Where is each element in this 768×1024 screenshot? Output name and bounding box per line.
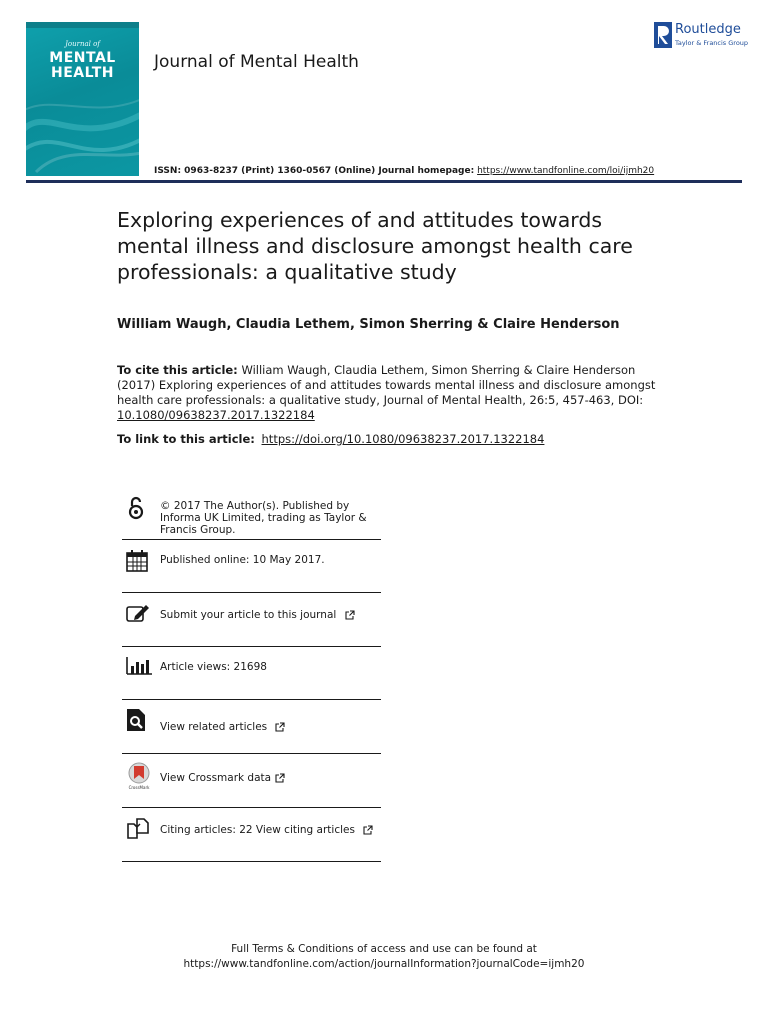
edit-pencil-icon <box>126 603 150 623</box>
views-row <box>122 647 381 700</box>
published-text: Published online: 10 May 2017. <box>160 554 325 566</box>
citation-block <box>117 363 657 423</box>
document-search-icon <box>126 708 146 732</box>
article-link-label: To link to this article: <box>117 432 255 446</box>
citing-documents-icon <box>126 818 150 840</box>
submit-row[interactable] <box>122 593 381 647</box>
routledge-r-icon <box>654 22 672 48</box>
publisher-name: Routledge <box>675 22 741 37</box>
open-access-row <box>122 492 381 540</box>
article-link-line <box>117 432 544 446</box>
calendar-icon <box>126 550 148 572</box>
article-authors: William Waugh, Claudia Lethem, Simon Sherring & Claire Henderson <box>117 317 620 332</box>
citation-label: To cite this article: <box>117 363 238 377</box>
citation-text: William Waugh, Claudia Lethem, Simon Sherring & Claire Henderson (2017) Exploring experiences of and attitudes towards mental illness and disclosure amongst health care professionals: a qualitative study, Journal of Mental Health, 26:5, 457-463, DOI: <box>117 363 656 407</box>
cover-title <box>26 51 139 81</box>
submit-row-text <box>160 609 355 621</box>
journal-title: Journal of Mental Health <box>154 52 359 72</box>
journal-cover <box>26 22 139 176</box>
issn-line <box>154 166 654 176</box>
journal-homepage-link[interactable]: https://www.tandfonline.com/loi/ijmh20 <box>477 166 655 176</box>
open-access-icon <box>128 496 144 520</box>
bar-chart-icon <box>126 657 152 675</box>
external-link-icon <box>275 773 285 783</box>
terms-footer-line1: Full Terms & Conditions of access and use can be found at <box>231 943 537 955</box>
cover-wave-art <box>26 92 139 176</box>
related-row[interactable] <box>122 700 381 754</box>
related-row-text <box>160 721 285 733</box>
crossmark-logo-text: CrossMark <box>128 785 150 790</box>
related-articles-link[interactable]: View related articles <box>160 721 268 733</box>
publisher-logo[interactable] <box>652 22 752 52</box>
external-link-icon <box>363 825 373 835</box>
submit-link[interactable]: Submit your article to this journal <box>160 609 337 621</box>
citing-row[interactable] <box>122 808 381 862</box>
crossmark-link[interactable]: View Crossmark data <box>160 772 272 784</box>
crossmark-row-text <box>160 772 285 784</box>
open-access-text: © 2017 The Author(s). Published by Informa UK Limited, trading as Taylor & Francis Group. <box>160 500 367 536</box>
citation-doi-link[interactable]: 10.1080/09638237.2017.1322184 <box>117 408 315 422</box>
cover-top-strip <box>26 22 139 28</box>
article-title: Exploring experiences of and attitudes towards mental illness and disclosure amongst health care professionals: a qualitative study <box>117 208 633 284</box>
external-link-icon <box>275 722 285 732</box>
citing-row-text <box>160 824 373 836</box>
crossmark-icon <box>126 762 152 790</box>
article-info-list <box>122 492 381 862</box>
citing-articles-link[interactable]: Citing articles: 22 View citing articles <box>160 824 355 836</box>
published-row <box>122 540 381 593</box>
header-rule <box>26 180 742 183</box>
views-text: Article views: 21698 <box>160 661 267 673</box>
terms-footer-link[interactable]: https://www.tandfonline.com/action/journalInformation?journalCode=ijmh20 <box>183 958 585 970</box>
cover-title-mental: MENTAL <box>49 50 116 66</box>
terms-footer <box>0 942 768 972</box>
cover-title-health: HEALTH <box>51 65 114 81</box>
publisher-subname: Taylor & Francis Group <box>675 39 749 47</box>
cover-journal-of: Journal of <box>65 40 100 48</box>
issn-label: ISSN: 0963-8237 (Print) 1360-0567 (Online) Journal homepage: <box>154 166 475 176</box>
article-doi-url[interactable]: https://doi.org/10.1080/09638237.2017.1322184 <box>261 432 545 446</box>
crossmark-row[interactable] <box>122 754 381 808</box>
external-link-icon <box>345 610 355 620</box>
